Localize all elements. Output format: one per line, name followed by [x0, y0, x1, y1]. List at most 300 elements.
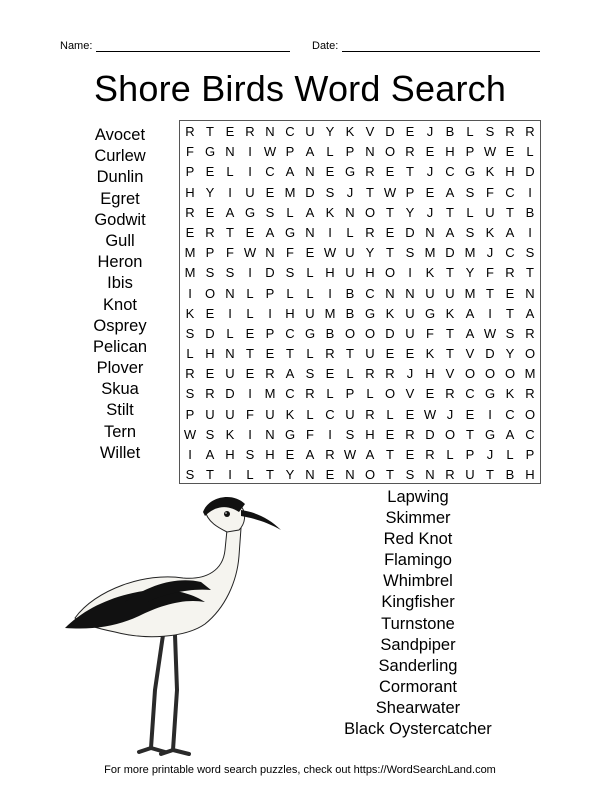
- grid-letter: P: [265, 285, 275, 301]
- grid-letter: R: [205, 386, 215, 402]
- word-list-item: Black Oystercatcher: [344, 720, 492, 739]
- grid-letter: B: [345, 285, 355, 301]
- word-list-item: Willet: [99, 443, 141, 462]
- grid-letter: C: [265, 164, 275, 180]
- grid-letter: F: [306, 426, 314, 442]
- grid-row: [180, 344, 540, 364]
- grid-letter: E: [385, 426, 395, 442]
- grid-letter: U: [365, 346, 375, 362]
- word-list-item: Flamingo: [384, 551, 452, 570]
- grid-letter: E: [425, 144, 435, 160]
- grid-letter: O: [504, 366, 516, 382]
- grid-row: [180, 445, 540, 465]
- grid-letter: E: [305, 245, 315, 261]
- grid-letter: L: [326, 386, 334, 402]
- grid-letter: R: [445, 386, 455, 402]
- grid-letter: O: [384, 144, 396, 160]
- grid-letter: T: [486, 467, 494, 483]
- grid-letter: R: [365, 366, 375, 382]
- grid-letter: D: [405, 224, 415, 240]
- grid-letter: T: [486, 285, 494, 301]
- grid-letter: A: [265, 224, 275, 240]
- grid-letter: U: [465, 467, 475, 483]
- grid-letter: K: [485, 164, 495, 180]
- grid-letter: P: [525, 447, 535, 462]
- grid-letter: A: [505, 224, 515, 240]
- grid-letter: U: [405, 305, 415, 321]
- grid-letter: I: [328, 285, 332, 301]
- grid-letter: G: [284, 426, 296, 442]
- grid-row: [180, 364, 540, 384]
- grid-letter: E: [245, 224, 255, 240]
- grid-letter: E: [425, 184, 435, 200]
- grid-letter: T: [446, 265, 454, 281]
- word-list-item: Dunlin: [96, 168, 144, 187]
- grid-letter: E: [285, 447, 295, 462]
- word-list-item: Tern: [103, 422, 137, 441]
- grid-letter: B: [445, 124, 455, 139]
- grid-letter: B: [525, 204, 535, 220]
- grid-letter: M: [264, 386, 276, 402]
- grid-letter: R: [305, 386, 315, 402]
- grid-letter: L: [446, 447, 454, 462]
- grid-letter: P: [465, 447, 475, 462]
- grid-letter: T: [366, 184, 374, 200]
- grid-letter: F: [486, 265, 494, 281]
- grid-letter: H: [425, 366, 435, 382]
- grid-letter: L: [346, 366, 354, 382]
- grid-letter: P: [205, 245, 215, 261]
- grid-letter: R: [365, 406, 375, 422]
- word-list-item: Avocet: [94, 126, 146, 144]
- grid-letter: Y: [405, 204, 415, 220]
- grid-letter: C: [525, 426, 535, 442]
- grid-letter: U: [245, 184, 255, 200]
- word-list-item: Ibis: [107, 274, 133, 293]
- grid-letter: U: [265, 406, 275, 422]
- grid-letter: L: [326, 144, 334, 160]
- grid-letter: I: [328, 224, 332, 240]
- word-list-item: Gull: [105, 231, 135, 250]
- grid-letter: S: [505, 325, 515, 341]
- word-list-item: Sanderling: [378, 656, 458, 675]
- grid-letter: D: [305, 184, 315, 200]
- grid-letter: E: [325, 467, 335, 483]
- grid-letter: D: [425, 426, 435, 442]
- grid-letter: P: [265, 325, 275, 341]
- word-list-left: [70, 125, 170, 464]
- grid-letter: J: [426, 124, 434, 139]
- grid-letter: E: [205, 366, 215, 382]
- name-field[interactable]: [96, 51, 290, 52]
- grid-letter: U: [405, 325, 415, 341]
- grid-letter: R: [425, 447, 435, 462]
- grid-letter: L: [246, 467, 254, 483]
- word-list-item: Kingfisher: [381, 593, 455, 612]
- grid-letter: I: [268, 305, 272, 321]
- grid-letter: H: [185, 184, 195, 200]
- grid-letter: I: [228, 184, 232, 200]
- grid-letter: F: [226, 245, 234, 261]
- grid-letter: Y: [325, 124, 335, 139]
- grid-letter: R: [525, 325, 535, 341]
- grid-letter: J: [426, 204, 434, 220]
- grid-letter: P: [345, 144, 355, 160]
- grid-letter: S: [525, 245, 535, 261]
- grid-row: [180, 142, 540, 162]
- grid-letter: L: [306, 406, 314, 422]
- grid-letter: R: [505, 124, 515, 139]
- grid-letter: J: [446, 406, 454, 422]
- grid-letter: E: [225, 124, 235, 139]
- grid-letter: E: [325, 366, 335, 382]
- grid-letter: R: [325, 447, 335, 462]
- grid-letter: T: [386, 447, 394, 462]
- grid-letter: A: [465, 325, 475, 341]
- grid-letter: U: [205, 406, 215, 422]
- word-list-item: Whimbrel: [383, 572, 453, 591]
- grid-letter: B: [325, 325, 335, 341]
- grid-letter: A: [305, 204, 315, 220]
- grid-letter: T: [446, 346, 454, 362]
- grid-letter: J: [486, 447, 494, 462]
- grid-letter: K: [185, 305, 195, 321]
- grid-letter: H: [325, 265, 335, 281]
- grid-letter: S: [265, 204, 275, 220]
- grid-letter: A: [305, 144, 315, 160]
- grid-letter: P: [285, 144, 295, 160]
- grid-letter: S: [485, 124, 495, 139]
- grid-letter: S: [205, 265, 215, 281]
- grid-letter: O: [364, 325, 376, 341]
- grid-letter: N: [265, 124, 275, 139]
- grid-letter: T: [506, 305, 514, 321]
- grid-letter: P: [185, 164, 195, 180]
- word-list-item: Heron: [97, 253, 143, 272]
- grid-letter: S: [185, 325, 195, 341]
- grid-letter: L: [226, 164, 234, 180]
- grid-letter: T: [386, 204, 394, 220]
- grid-row: [180, 203, 540, 223]
- grid-letter: O: [384, 265, 396, 281]
- grid-letter: T: [226, 224, 234, 240]
- grid-letter: E: [505, 144, 515, 160]
- grid-row: [180, 425, 540, 445]
- grid-letter: R: [185, 366, 195, 382]
- grid-letter: U: [345, 406, 355, 422]
- grid-letter: L: [306, 285, 314, 301]
- word-list-item: Red Knot: [383, 530, 453, 549]
- grid-letter: Y: [505, 346, 515, 362]
- grid-letter: F: [486, 184, 494, 200]
- grid-letter: K: [385, 305, 395, 321]
- grid-letter: H: [505, 164, 515, 180]
- grid-letter: M: [524, 366, 536, 382]
- word-list-item: Sandpiper: [380, 635, 456, 654]
- grid-letter: A: [225, 204, 235, 220]
- grid-letter: E: [185, 224, 195, 240]
- grid-letter: W: [343, 447, 357, 462]
- grid-letter: E: [245, 325, 255, 341]
- grid-letter: A: [505, 426, 515, 442]
- grid-letter: S: [465, 184, 475, 200]
- grid-letter: S: [325, 184, 335, 200]
- grid-letter: S: [465, 224, 475, 240]
- grid-row: [180, 405, 540, 425]
- grid-letter: C: [365, 285, 375, 301]
- word-list-right: [318, 487, 518, 740]
- grid-letter: K: [505, 386, 515, 402]
- grid-letter: T: [206, 124, 214, 139]
- grid-letter: M: [464, 285, 476, 301]
- grid-letter: R: [505, 265, 515, 281]
- grid-letter: E: [405, 406, 415, 422]
- grid-letter: Y: [365, 245, 375, 261]
- grid-letter: T: [386, 467, 394, 483]
- grid-letter: H: [205, 346, 215, 362]
- grid-letter: B: [505, 467, 515, 483]
- grid-letter: G: [424, 305, 436, 321]
- grid-letter: W: [183, 426, 197, 442]
- grid-row: [180, 304, 540, 324]
- grid-letter: I: [248, 164, 252, 180]
- word-list-item: Skimmer: [385, 509, 451, 528]
- grid-letter: P: [345, 386, 355, 402]
- grid-letter: R: [265, 366, 275, 382]
- grid-letter: E: [405, 447, 415, 462]
- grid-letter: I: [488, 406, 492, 422]
- grid-letter: I: [248, 386, 252, 402]
- grid-letter: K: [425, 346, 435, 362]
- grid-letter: O: [364, 467, 376, 483]
- word-list-item: Skua: [101, 380, 139, 399]
- grid-letter: J: [486, 245, 494, 261]
- grid-letter: N: [305, 224, 315, 240]
- grid-letter: Y: [465, 265, 475, 281]
- footer-note: For more printable word search puzzles, check out https://WordSearchLand.com: [104, 764, 496, 776]
- grid-letter: O: [204, 285, 216, 301]
- word-list-item: Egret: [100, 189, 140, 208]
- grid-letter: R: [525, 124, 535, 139]
- grid-letter: S: [205, 426, 215, 442]
- grid-letter: J: [346, 184, 354, 200]
- grid-letter: M: [324, 305, 336, 321]
- grid-letter: H: [225, 447, 235, 462]
- grid-letter: J: [406, 366, 414, 382]
- grid-letter: E: [425, 386, 435, 402]
- grid-letter: O: [484, 366, 496, 382]
- grid-letter: P: [405, 184, 415, 200]
- grid-letter: D: [445, 245, 455, 261]
- grid-letter: R: [405, 426, 415, 442]
- grid-row: [180, 243, 540, 263]
- grid-letter: I: [528, 224, 532, 240]
- grid-letter: U: [445, 285, 455, 301]
- word-list-item: Knot: [103, 295, 137, 314]
- grid-letter: M: [184, 265, 196, 281]
- grid-letter: B: [345, 305, 355, 321]
- grid-letter: K: [445, 305, 455, 321]
- word-list-item: Godwit: [94, 210, 146, 229]
- grid-letter: D: [525, 164, 535, 180]
- grid-letter: J: [426, 164, 434, 180]
- grid-letter: C: [465, 386, 475, 402]
- grid-letter: E: [385, 224, 395, 240]
- avocet-illustration: [55, 490, 295, 760]
- grid-letter: T: [446, 325, 454, 341]
- grid-letter: O: [524, 406, 536, 422]
- grid-letter: K: [325, 204, 335, 220]
- grid-letter: T: [506, 204, 514, 220]
- word-list-item: Plover: [96, 359, 144, 378]
- grid-letter: L: [386, 406, 394, 422]
- grid-letter: I: [188, 447, 192, 462]
- grid-letter: H: [285, 305, 295, 321]
- grid-row: [180, 122, 540, 142]
- bird-beak: [241, 510, 281, 530]
- grid-letter: U: [225, 406, 235, 422]
- grid-letter: T: [526, 265, 534, 281]
- grid-letter: R: [325, 346, 335, 362]
- grid-letter: W: [323, 245, 337, 261]
- word-list-item: Lapwing: [387, 488, 449, 506]
- date-label: Date:: [312, 40, 339, 52]
- grid-letter: N: [225, 144, 235, 160]
- grid-letter: S: [345, 426, 355, 442]
- grid-letter: K: [425, 265, 435, 281]
- grid-row: [180, 284, 540, 304]
- grid-letter: P: [465, 144, 475, 160]
- grid-letter: L: [246, 305, 254, 321]
- grid-letter: C: [285, 386, 295, 402]
- grid-letter: I: [228, 305, 232, 321]
- grid-letter: H: [445, 144, 455, 160]
- grid-letter: R: [525, 386, 535, 402]
- grid-letter: I: [248, 426, 252, 442]
- grid-letter: A: [305, 447, 315, 462]
- grid-letter: A: [445, 224, 455, 240]
- grid-letter: E: [245, 366, 255, 382]
- grid-letter: N: [305, 467, 315, 483]
- grid-letter: L: [306, 346, 314, 362]
- grid-letter: L: [346, 224, 354, 240]
- grid-letter: T: [206, 467, 214, 483]
- grid-letter: H: [265, 447, 275, 462]
- grid-letter: N: [265, 245, 275, 261]
- grid-letter: M: [424, 245, 436, 261]
- grid-letter: O: [364, 204, 376, 220]
- grid-row: [180, 263, 540, 283]
- grid-letter: M: [284, 184, 296, 200]
- grid-letter: A: [205, 447, 215, 462]
- grid-letter: S: [305, 366, 315, 382]
- grid-letter: R: [185, 204, 195, 220]
- grid-letter: S: [285, 265, 295, 281]
- grid-row: [180, 384, 540, 404]
- grid-letter: R: [385, 366, 395, 382]
- grid-letter: V: [405, 386, 415, 402]
- grid-letter: U: [345, 245, 355, 261]
- grid-letter: O: [344, 325, 356, 341]
- grid-letter: T: [386, 245, 394, 261]
- grid-letter: I: [228, 467, 232, 483]
- grid-letter: R: [365, 224, 375, 240]
- grid-letter: I: [528, 184, 532, 200]
- grid-letter: G: [284, 224, 296, 240]
- grid-letter: U: [305, 124, 315, 139]
- grid-letter: T: [446, 204, 454, 220]
- word-list-item: Shearwater: [375, 698, 461, 717]
- grid-letter: S: [185, 386, 195, 402]
- word-list-item: Pelican: [92, 337, 148, 356]
- grid-letter: W: [243, 245, 257, 261]
- word-list-item: Turnstone: [381, 614, 455, 633]
- grid-letter: L: [186, 346, 194, 362]
- date-field[interactable]: [342, 51, 540, 52]
- grid-letter: C: [505, 245, 515, 261]
- grid-letter: P: [185, 406, 195, 422]
- grid-letter: M: [464, 245, 476, 261]
- grid-letter: W: [483, 144, 497, 160]
- grid-letter: R: [405, 144, 415, 160]
- grid-letter: L: [366, 386, 374, 402]
- grid-letter: G: [464, 164, 476, 180]
- word-list-item: Cormorant: [379, 677, 457, 696]
- grid-letter: I: [328, 426, 332, 442]
- grid-letter: N: [385, 285, 395, 301]
- grid-letter: C: [285, 325, 295, 341]
- grid-letter: N: [345, 204, 355, 220]
- grid-letter: R: [365, 164, 375, 180]
- grid-letter: D: [385, 124, 395, 139]
- grid-letter: K: [285, 406, 295, 422]
- grid-letter: E: [205, 164, 215, 180]
- grid-letter: E: [465, 406, 475, 422]
- grid-letter: E: [405, 346, 415, 362]
- grid-letter: V: [465, 346, 475, 362]
- grid-letter: G: [364, 305, 376, 321]
- grid-letter: N: [365, 144, 375, 160]
- grid-letter: N: [265, 426, 275, 442]
- grid-letter: S: [405, 245, 415, 261]
- grid-letter: L: [506, 447, 514, 462]
- grid-letter: T: [466, 426, 474, 442]
- grid-letter: K: [225, 426, 235, 442]
- word-list-item: Stilt: [106, 401, 134, 420]
- grid-letter: G: [244, 204, 256, 220]
- grid-letter: V: [365, 124, 375, 139]
- grid-letter: R: [185, 124, 195, 139]
- grid-letter: N: [305, 164, 315, 180]
- grid-letter: G: [304, 325, 316, 341]
- grid-letter: A: [285, 164, 295, 180]
- grid-letter: I: [488, 305, 492, 321]
- grid-letter: G: [204, 144, 216, 160]
- grid-letter: K: [345, 124, 355, 139]
- word-list-item: Curlew: [94, 147, 146, 166]
- grid-letter: W: [263, 144, 277, 160]
- grid-letter: L: [226, 325, 234, 341]
- bird-legs: [139, 635, 189, 754]
- grid-row: [180, 183, 540, 203]
- grid-letter: E: [505, 285, 515, 301]
- grid-letter: S: [245, 447, 255, 462]
- name-label: Name:: [60, 40, 93, 52]
- grid-letter: S: [225, 265, 235, 281]
- grid-letter: T: [406, 164, 414, 180]
- grid-letter: L: [286, 204, 294, 220]
- grid-letter: N: [225, 346, 235, 362]
